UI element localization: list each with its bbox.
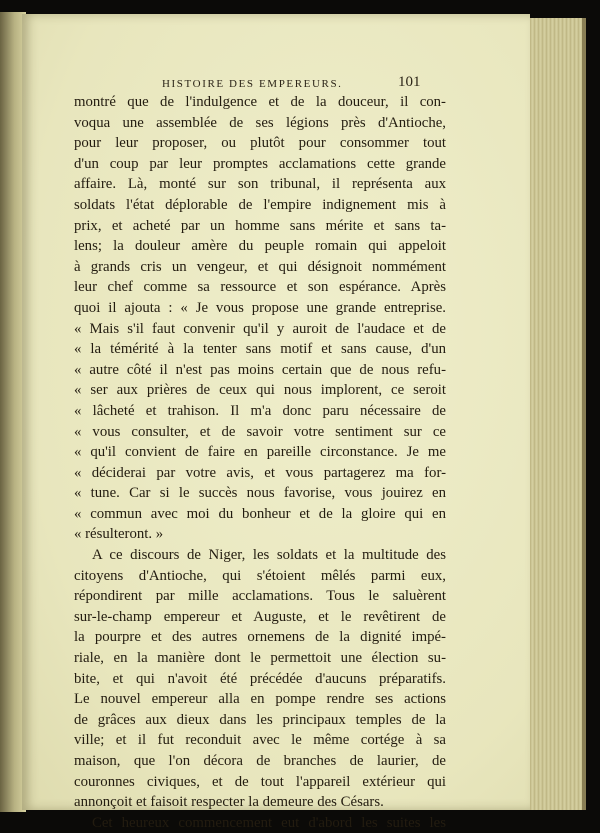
text-line: prix, et acheté par un homme sans mérite et sans ta- — [74, 217, 446, 234]
book-page — [22, 14, 530, 831]
text-line: Cet heureux commencement eut d'abord les suites les — [92, 814, 446, 831]
text-line: « déciderai par votre avis, et vous partagerez ma for- — [74, 464, 446, 481]
text-line: affaire. Là, monté sur son tribunal, il représenta aux — [74, 176, 446, 193]
text-line: « tune. Car si le succès nous favorise, vous jouirez en — [74, 485, 446, 502]
text-line: A ce discours de Niger, les soldats et la multitude des — [92, 547, 446, 564]
text-line: pour leur proposer, ou plutôt pour consommer tout — [74, 135, 446, 152]
body-text — [74, 92, 446, 833]
text-line: « autre côté il n'est pas moins certain que de nous refu- — [74, 361, 446, 378]
text-line: soldats l'état déplorable de l'empire indignement mis à — [74, 196, 446, 213]
text-line: d'un coup par leur promptes acclamations cette grande — [74, 155, 446, 172]
text-line: sur-le-champ empereur et Auguste, et le revêtirent de — [74, 608, 446, 625]
text-line: « vous consulter, et de savoir votre sentiment sur ce — [74, 423, 446, 440]
text-line: annonçoit et faisoit respecter la demeure des Césars. — [74, 794, 384, 811]
text-line: « la témérité à la tenter sans motif et sans cause, d'un — [74, 341, 446, 358]
text-line: voqua une assemblée de ses légions près d'Antioche, — [74, 114, 446, 131]
text-line: « commun avec moi du bonheur et de la gloire qui en — [74, 505, 446, 522]
text-line: riale, en la manière dont le permettoit une élection su- — [74, 650, 446, 667]
text-line: « qu'il convient de faire en pareille circonstance. Je me — [74, 444, 446, 461]
text-line: à grands cris un vengeur, et qui désignoit nommément — [74, 258, 446, 275]
text-line: ville; et il fut reconduit avec le même cortége à sa — [74, 732, 446, 749]
text-line: leur chef comme sa ressource et son espérance. Après — [74, 279, 446, 296]
running-title: HISTOIRE DES EMPEREURS. — [162, 78, 343, 90]
text-line: « ser aux prières de ceux qui nous implorent, ce seroit — [74, 382, 446, 399]
text-line: couronnes civiques, et de tout l'appareil extérieur qui — [74, 773, 446, 790]
text-line: quoi il ajouta : « Je vous propose une grande entreprise. — [74, 299, 446, 316]
text-line: lens; la douleur amère du peuple romain qui appeloit — [74, 238, 446, 255]
text-line: maison, que l'on décora de branches de laurier, de — [74, 753, 446, 769]
text-line: « résulteront. » — [74, 526, 164, 543]
text-line: de grâces aux dieux dans les principaux temples de la — [74, 711, 446, 728]
text-line: citoyens d'Antioche, qui s'étoient mêlés parmi eux, — [74, 567, 446, 584]
page-number: 101 — [398, 74, 421, 90]
text-line: répondirent par mille acclamations. Tous le saluèrent — [74, 588, 446, 605]
text-line: « Mais s'il faut convenir qu'il y auroit de l'audace et de — [74, 320, 446, 337]
text-line: bite, et qui n'avoit été précédée d'aucuns préparatifs. — [74, 670, 446, 687]
page-header — [22, 74, 530, 94]
text-line: montré que de l'indulgence et de la douceur, il con- — [74, 94, 446, 110]
text-line: « lâcheté et trahison. Il m'a donc paru nécessaire de — [74, 402, 446, 419]
text-line: la pourpre et des autres ornemens de la dignité impé- — [74, 629, 446, 646]
text-line: Le nouvel empereur alla en pompe rendre ses actions — [74, 691, 446, 708]
